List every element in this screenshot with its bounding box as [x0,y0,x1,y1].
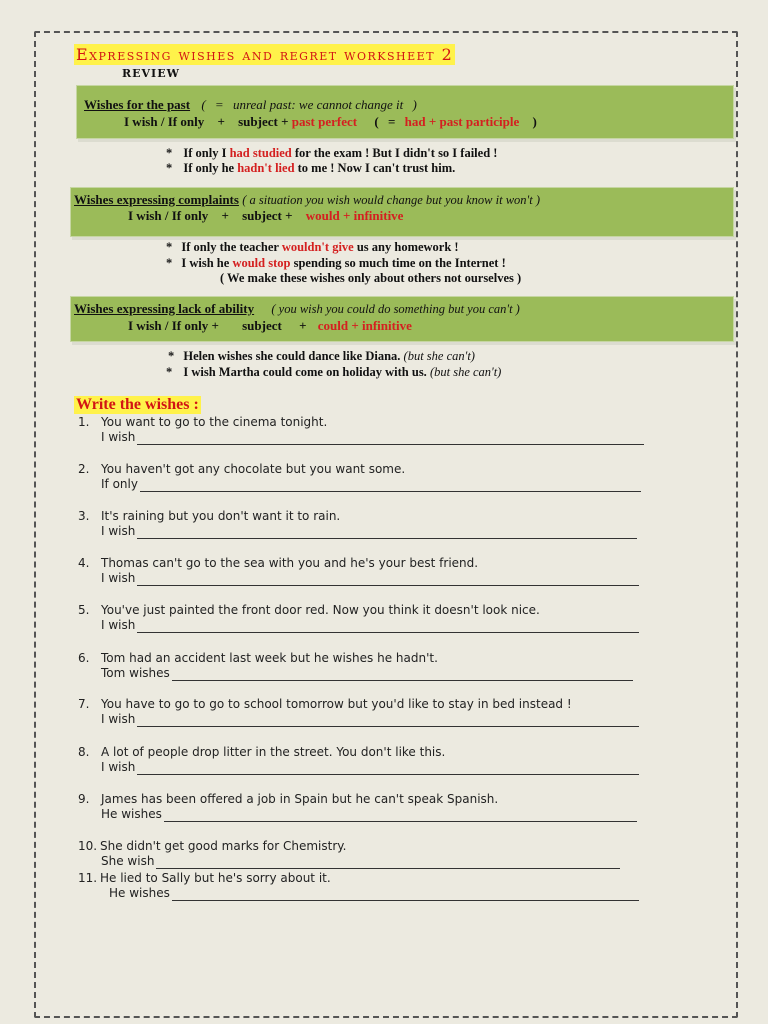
example-aside: (but she can't) [429,365,502,379]
answer-line[interactable] [140,491,641,492]
question-number: 9. [78,792,90,806]
question-text: A lot of people drop litter in the street. You don't like this. [101,745,446,759]
example-past-1 [166,146,497,161]
answer-prompt: I wish [101,712,136,726]
exercise-title: Write the wishes : [76,396,199,413]
answer-line[interactable] [137,538,637,539]
example-text: us any homework ! [356,240,459,254]
rule-past-heading-line [84,97,417,113]
answer-prompt: He wishes [109,886,170,900]
formula-paren-open: ( [374,114,379,129]
question-text: She didn't get good marks for Chemistry. [100,839,347,853]
question-number: 3. [78,509,90,523]
question-text: It's raining but you don't want it to rain. [101,509,341,523]
answer-prompt: I wish [101,618,136,632]
question-text: James has been offered a job in Spain but he can't speak Spanish. [101,792,499,806]
example-text: I wish Martha could come on holiday with us. [183,365,427,379]
formula-past-perfect: past perfect [291,114,358,129]
rule-past-note-eq: = [214,97,224,112]
answer-prompt: I wish [101,760,136,774]
answer-prompt: I wish [101,430,136,444]
answer-prompt: She wish [101,854,155,868]
answer-line[interactable] [164,821,637,822]
question-9 [78,792,498,806]
question-text: You've just painted the front door red. Now you think it doesn't look nice. [101,603,540,617]
complaints-note: ( We make these wishes only about others not ourselves ) [220,271,522,285]
question-8 [78,745,445,759]
bullet-star: * [166,240,173,254]
review-heading: REVIEW [122,67,180,80]
answer-line[interactable] [137,444,644,445]
question-number: 8. [78,745,90,759]
example-past-2 [166,161,455,176]
rule-complaints-formula [128,208,403,224]
bullet-star: * [166,146,173,160]
formula-start: I wish / If only [124,114,205,129]
rule-past-formula [124,114,537,130]
rule-ability-note: ( you wish you could do something but you can't ) [271,302,520,316]
rule-past-heading: Wishes for the past [84,97,191,112]
question-number: 2. [78,462,90,476]
question-number: 6. [78,651,90,665]
question-text: You haven't got any chocolate but you want some. [101,462,406,476]
rule-past-note-open: ( [201,97,206,112]
rule-complaints-heading: Wishes expressing complaints [74,192,239,207]
rule-past-note-close: ) [412,97,417,112]
rule-ability-heading: Wishes expressing lack of ability [74,301,255,316]
example-complaint-2 [166,256,506,271]
example-text: If only he [183,161,235,175]
answer-line[interactable] [137,726,639,727]
formula-subject: subject + [238,114,289,129]
question-4 [78,556,478,570]
question-number: 11. [78,871,98,885]
question-2 [78,462,405,476]
question-11 [78,871,331,885]
formula-paren-close: ) [532,114,537,129]
rule-complaints-heading-line [74,192,540,208]
question-number: 4. [78,556,90,570]
bullet-star: * [166,365,173,379]
question-number: 1. [78,415,90,429]
formula-start: I wish / If only [128,208,209,223]
question-text: You want to go to the cinema tonight. [101,415,328,429]
question-3 [78,509,340,523]
formula-plus: + [299,318,307,333]
formula-plus: + [217,114,225,129]
worksheet-title: Expressing wishes and regret worksheet 2 [76,45,454,64]
example-complaint-1 [166,240,459,255]
formula-subject: subject [242,318,282,333]
formula-plus: + [221,208,229,223]
example-text: for the exam ! But I didn't so I failed ! [294,146,498,160]
question-6 [78,651,438,665]
rule-complaints-note: ( a situation you wish would change but you know it won't ) [242,193,540,207]
example-text: If only the teacher [181,240,279,254]
answer-prompt: Tom wishes [101,666,170,680]
question-text: He lied to Sally but he's sorry about it. [100,871,331,885]
page-border [34,31,738,1018]
rule-ability-heading-line [74,301,520,317]
answer-line[interactable] [172,680,633,681]
formula-would-infinitive: would + infinitive [305,208,404,223]
question-number: 7. [78,697,90,711]
bullet-star: * [168,349,175,363]
example-highlight: hadn't lied [237,161,295,175]
formula-could-infinitive: could + infinitive [317,318,412,333]
example-text: Helen wishes she could dance like Diana. [183,349,401,363]
formula-had-pp: had + past participle [404,114,520,129]
question-text: Tom had an accident last week but he wishes he hadn't. [101,651,438,665]
answer-prompt: He wishes [101,807,162,821]
bullet-star: * [166,256,173,270]
question-number: 5. [78,603,90,617]
example-ability-2 [166,365,501,380]
question-7 [78,697,572,711]
answer-line[interactable] [137,632,639,633]
question-5 [78,603,540,617]
example-text: If only I [183,146,227,160]
rule-past-note: unreal past: we cannot change it [232,97,404,112]
answer-line[interactable] [156,868,620,869]
answer-line[interactable] [137,585,639,586]
answer-prompt: I wish [101,571,136,585]
answer-line[interactable] [137,774,639,775]
answer-prompt: If only [101,477,138,491]
formula-subject: subject + [242,208,293,223]
example-highlight: would stop [232,256,291,270]
example-text: to me ! Now I can't trust him. [297,161,456,175]
question-1 [78,415,327,429]
example-aside: (but she can't) [403,349,475,363]
answer-line[interactable] [172,900,639,901]
question-10 [78,839,346,853]
answer-prompt: I wish [101,524,136,538]
example-highlight: had studied [229,146,292,160]
example-ability-1 [168,349,475,364]
bullet-star: * [166,161,173,175]
example-text: spending so much time on the Internet ! [293,256,506,270]
formula-start: I wish / If only + [128,318,219,333]
question-number: 10. [78,839,98,853]
formula-eq: = [387,114,396,129]
question-text: Thomas can't go to the sea with you and he's your best friend. [101,556,479,570]
example-text: I wish he [181,256,230,270]
rule-ability-formula [128,318,412,334]
example-highlight: wouldn't give [281,240,354,254]
question-text: You have to go to go to school tomorrow but you'd like to stay in bed instead ! [101,697,572,711]
